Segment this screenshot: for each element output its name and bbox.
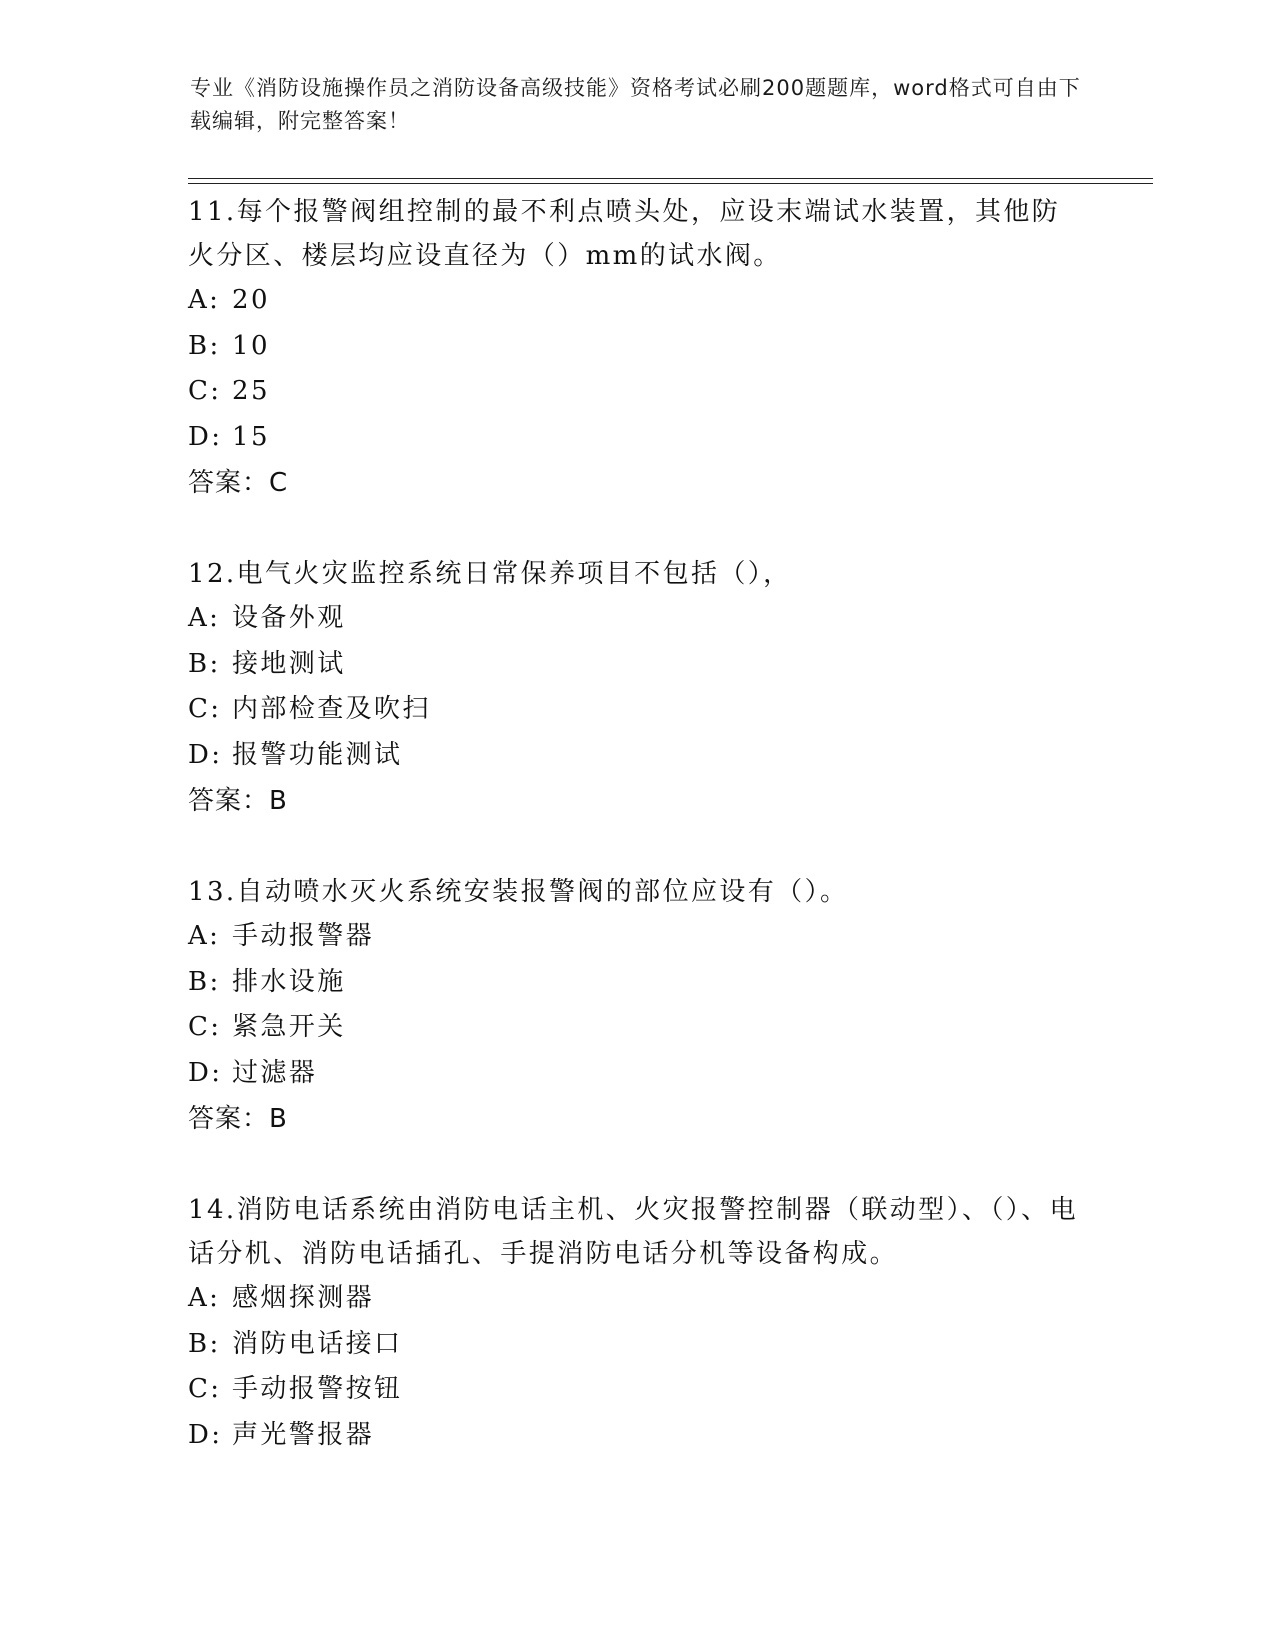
option-b xyxy=(188,960,1088,1006)
option-a xyxy=(188,914,1088,960)
option-text: 消防电话接口 xyxy=(232,1328,403,1359)
question-number: 12. xyxy=(188,559,237,589)
option-text: 手动报警器 xyxy=(232,921,375,951)
option-letter: C: xyxy=(188,376,222,406)
header-divider-top xyxy=(188,178,1153,179)
option-text: 接地测试 xyxy=(232,648,346,679)
option-b xyxy=(188,324,1088,370)
option-text: 内部检查及吹扫 xyxy=(232,694,431,724)
option-text: 20 xyxy=(232,285,270,315)
option-d xyxy=(188,1051,1088,1097)
option-d xyxy=(188,733,1088,779)
question-text: 电气火灾监控系统日常保养项目不包括（）， xyxy=(236,559,792,589)
option-c xyxy=(188,1005,1088,1051)
option-text: 25 xyxy=(232,376,270,406)
answer-label: 答案： xyxy=(188,1104,270,1134)
question-stem xyxy=(188,550,1088,596)
option-text: 声光警报器 xyxy=(232,1419,375,1450)
option-letter: B: xyxy=(188,966,221,997)
option-b xyxy=(188,642,1088,688)
option-text: 过滤器 xyxy=(232,1057,318,1088)
answer-value: B xyxy=(269,786,288,816)
question-number: 14. xyxy=(188,1195,237,1225)
answer-value: B xyxy=(269,1104,288,1134)
question-number: 11. xyxy=(188,197,237,227)
document-header: 专业《消防设施操作员之消防设备高级技能》资格考试必刷200题题库，word格式可自由下载编辑，附完整答案！ xyxy=(190,76,1081,133)
question-number: 13. xyxy=(188,877,237,907)
question-11 xyxy=(188,188,1088,506)
question-text: 消防电话系统由消防电话主机、火灾报警控制器（联动型）、（）、电话分机、消防电话插孔、手提消防电话分机等设备构成。 xyxy=(188,1195,1078,1269)
question-13 xyxy=(188,868,1088,1142)
option-c xyxy=(188,1367,1088,1413)
option-text: 紧急开关 xyxy=(232,1012,346,1042)
question-stem xyxy=(188,1186,1088,1276)
option-text: 报警功能测试 xyxy=(232,739,403,770)
option-letter: D: xyxy=(188,1057,223,1088)
option-c xyxy=(188,369,1088,415)
option-letter: C: xyxy=(188,1012,222,1042)
option-letter: B: xyxy=(188,1328,221,1359)
option-a xyxy=(188,1276,1088,1322)
question-text: 自动喷水灭火系统安装报警阀的部位应设有（）。 xyxy=(236,877,849,907)
option-letter: A: xyxy=(188,921,221,951)
option-text: 感烟探测器 xyxy=(232,1283,375,1313)
option-d xyxy=(188,415,1088,461)
option-letter: D: xyxy=(188,739,223,770)
option-letter: B: xyxy=(188,330,221,361)
option-letter: A: xyxy=(188,603,221,633)
answer-label: 答案： xyxy=(188,786,270,816)
question-14 xyxy=(188,1186,1088,1458)
option-text: 排水设施 xyxy=(232,966,346,997)
option-letter: D: xyxy=(188,1419,223,1450)
question-stem xyxy=(188,188,1088,278)
option-letter: A: xyxy=(188,285,221,315)
option-letter: B: xyxy=(188,648,221,679)
option-text: 15 xyxy=(232,421,270,452)
question-list xyxy=(188,188,1088,1502)
answer-line xyxy=(188,1096,1088,1142)
option-letter: A: xyxy=(188,1283,221,1313)
option-a xyxy=(188,596,1088,642)
option-a xyxy=(188,278,1088,324)
answer-line xyxy=(188,778,1088,824)
option-text: 设备外观 xyxy=(232,603,346,633)
answer-line xyxy=(188,460,1088,506)
option-b xyxy=(188,1322,1088,1368)
option-c xyxy=(188,687,1088,733)
option-letter: D: xyxy=(188,421,223,452)
option-letter: C: xyxy=(188,694,222,724)
question-12 xyxy=(188,550,1088,824)
answer-label: 答案： xyxy=(188,468,270,498)
header-divider-bottom xyxy=(188,183,1153,184)
option-text: 10 xyxy=(232,330,270,361)
question-stem xyxy=(188,868,1088,914)
answer-value: C xyxy=(269,468,289,498)
question-text: 每个报警阀组控制的最不利点喷头处，应设末端试水装置，其他防火分区、楼层均应设直径为（）mm的试水阀。 xyxy=(188,197,1061,271)
option-d xyxy=(188,1413,1088,1459)
option-letter: C: xyxy=(188,1374,222,1404)
option-text: 手动报警按钮 xyxy=(232,1374,403,1404)
